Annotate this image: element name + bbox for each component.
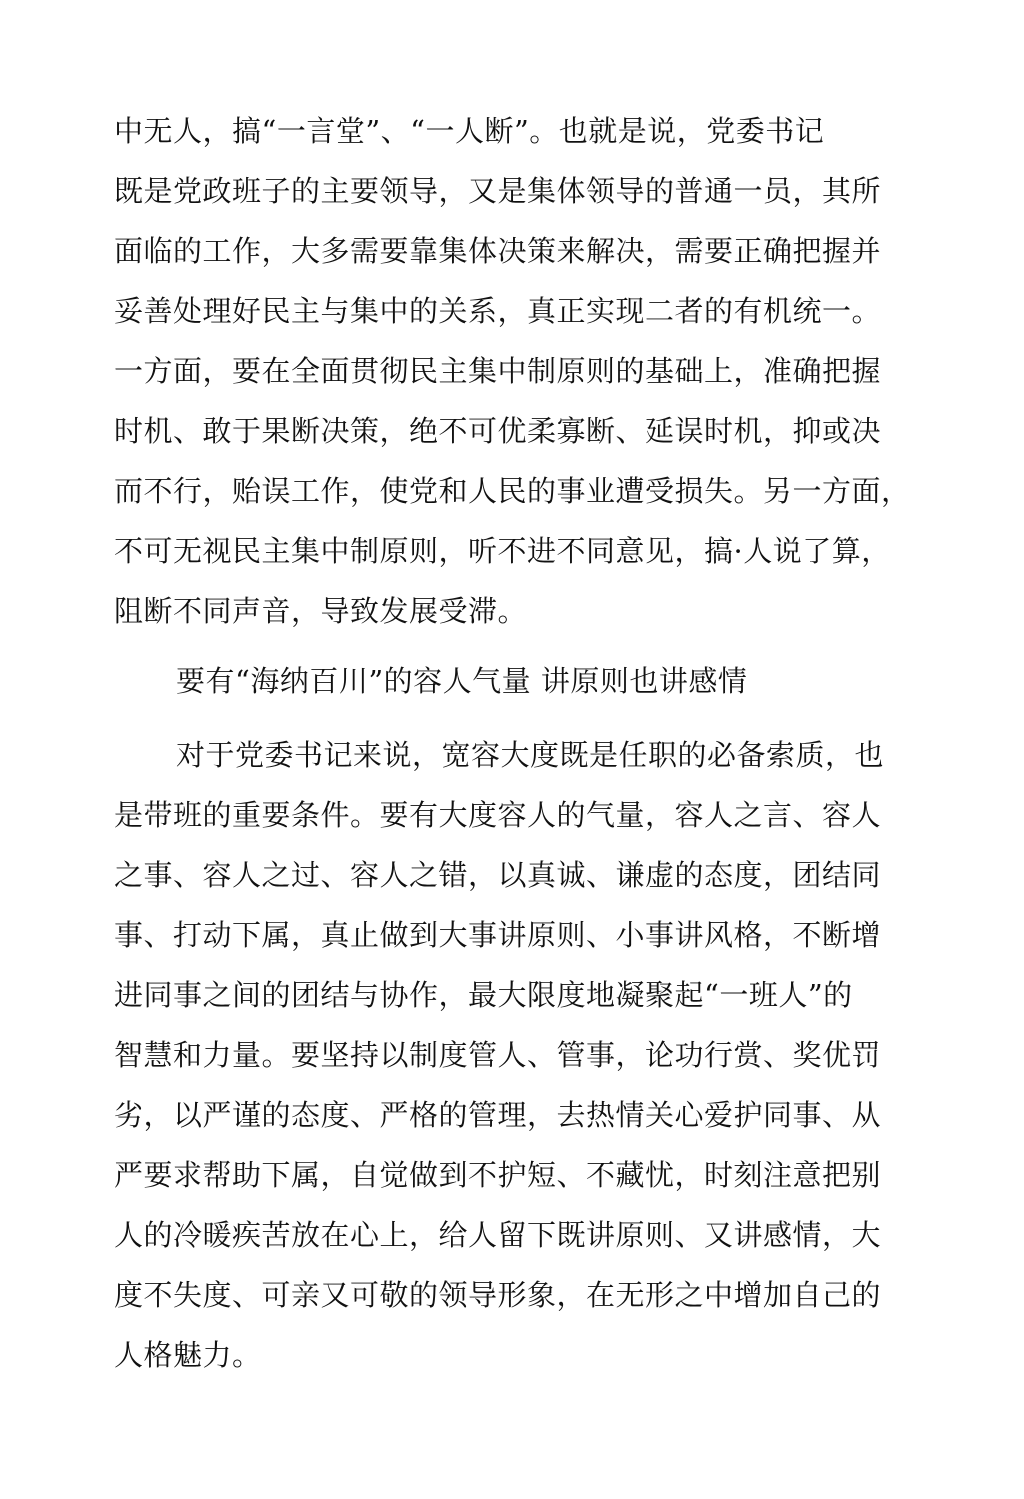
section-heading: 要有“海纳百川”的容人气量 讲原则也讲感情 (176, 664, 748, 698)
paragraph-2-line-10: 度不失度、可亲又可敬的领导形象，在无形之中增加自己的 (114, 1278, 882, 1312)
paragraph-2-line-8: 严要求帮助下属，自觉做到不护短、不藏忧，时刻注意把别 (114, 1158, 882, 1192)
paragraph-2-line-2: 是带班的重要条件。要有大度容人的气量，容人之言、容人 (114, 798, 882, 832)
paragraph-1-line-9: 阻断不同声音，导致发展受滞。 (114, 594, 528, 628)
paragraph-2-line-5: 进同事之间的团结与协作，最大限度地凝聚起“一班人”的 (114, 978, 853, 1012)
paragraph-2-line-11: 人格魅力。 (114, 1338, 262, 1372)
paragraph-1-line-5: 一方面，要在全面贯彻民主集中制原则的基础上，准确把握 (114, 354, 882, 388)
paragraph-1-line-1: 中无人，搞“一言堂”、“一人断”。也就是说，党委书记 (114, 114, 825, 148)
paragraph-1-line-2: 既是党政班子的主要领导，又是集体领导的普通一员，其所 (114, 174, 882, 208)
paragraph-2-line-4: 事、打动下属，真止做到大事讲原则、小事讲风格，不断增 (114, 918, 882, 952)
paragraph-1-line-8: 不可无视民主集中制原则，听不进不同意见，搞·人说了算， (114, 534, 891, 568)
paragraph-2-line-7: 劣，以严谨的态度、严格的管理，去热情关心爱护同事、从 (114, 1098, 882, 1132)
paragraph-1-line-3: 面临的工作，大多需要靠集体决策来解决，需要正确把握并 (114, 234, 882, 268)
paragraph-2-line-9: 人的冷暖疾苦放在心上，给人留下既讲原则、又讲感情，大 (114, 1218, 882, 1252)
paragraph-2-line-6: 智慧和力量。要坚持以制度管人、管事，论功行赏、奖优罚 (114, 1038, 882, 1072)
paragraph-1-line-4: 妥善处理好民主与集中的关系，真正实现二者的有机统一。 (114, 294, 882, 328)
paragraph-1-line-7: 而不行，贻误工作，使党和人民的事业遭受损失。另一方面， (114, 474, 911, 508)
paragraph-2-line-1: 对于党委书记来说，宽容大度既是任职的必备索质，也 (176, 738, 885, 772)
paragraph-1-line-6: 时机、敢于果断决策，绝不可优柔寡断、延误时机，抑或决 (114, 414, 882, 448)
paragraph-2-line-3: 之事、容人之过、容人之错，以真诚、谦虚的态度，团结同 (114, 858, 882, 892)
